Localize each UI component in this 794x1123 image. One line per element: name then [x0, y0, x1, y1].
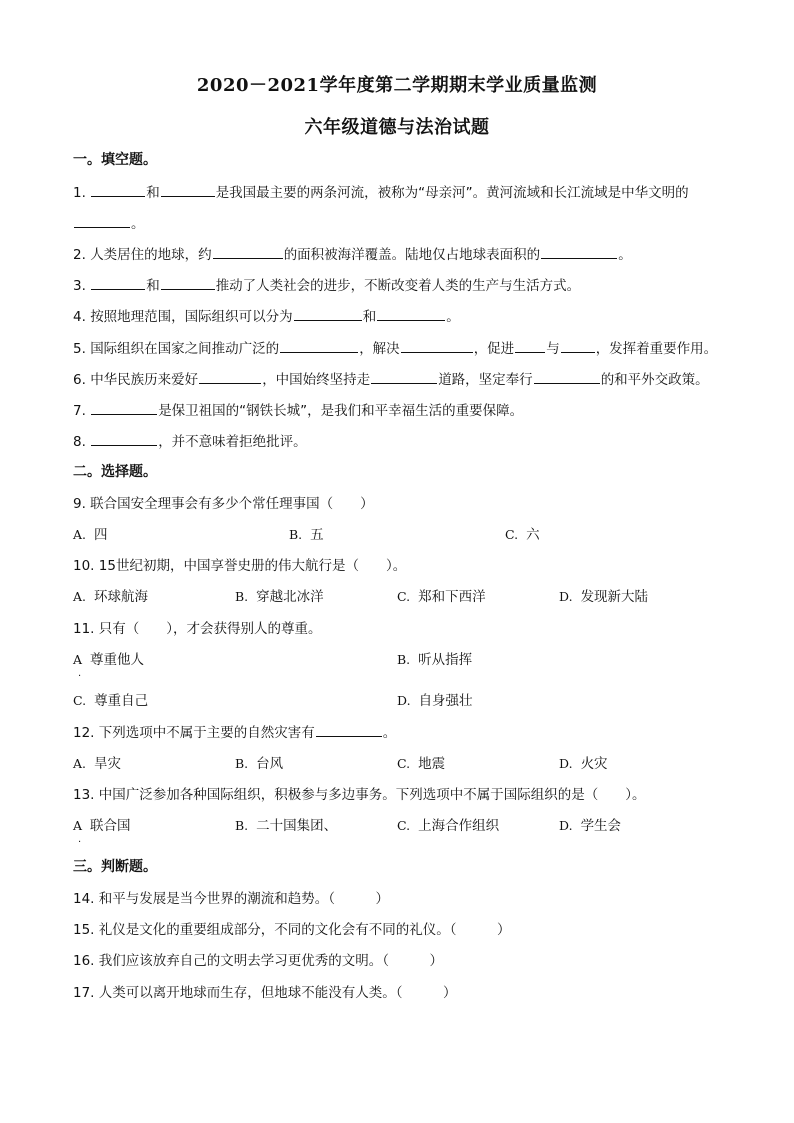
- option-key: B.: [397, 652, 411, 667]
- question-4: [73, 307, 460, 326]
- option-d[interactable]: [559, 755, 608, 773]
- exam-title: 2020－2021学年度第二学期期末学业质量监测: [196, 75, 598, 96]
- question-text: 。: [618, 247, 632, 263]
- option-a[interactable]: [73, 651, 144, 669]
- option-text: 台风: [256, 756, 284, 772]
- question-text: ，发挥着重要作用。: [595, 341, 718, 357]
- answer-blank[interactable]: [561, 339, 595, 353]
- option-d[interactable]: [397, 692, 473, 710]
- option-c[interactable]: [505, 526, 540, 544]
- exam-subtitle: 六年级道德与法治试题: [304, 117, 490, 138]
- question-14: 14. 和平与发展是当今世界的潮流和趋势。（ ）: [73, 891, 390, 907]
- option-text: 尊重他人: [90, 652, 145, 668]
- section-choice-heading: 二。选择题。: [73, 464, 157, 480]
- question-12: [73, 723, 396, 742]
- option-d[interactable]: [559, 588, 648, 606]
- answer-blank[interactable]: [91, 183, 145, 197]
- option-text: 四: [94, 527, 108, 543]
- option-a[interactable]: [73, 817, 131, 835]
- option-key: D.: [559, 589, 573, 604]
- section-fill-heading: 一。填空题。: [73, 152, 157, 168]
- answer-blank[interactable]: [515, 339, 545, 353]
- option-key: A.: [73, 756, 87, 771]
- option-text: 联合国: [90, 818, 131, 834]
- answer-blank[interactable]: [280, 339, 358, 353]
- question-text: 按照地理范围，国际组织可以分为: [90, 309, 293, 325]
- question-text: 和: [146, 278, 160, 294]
- question-13: 13. 中国广泛参加各种国际组织，积极参与多边事务。下列选项中不属于国际组织的是（ ）。: [73, 787, 646, 803]
- option-text: 尊重自己: [94, 693, 149, 709]
- option-text: 火灾: [580, 756, 608, 772]
- question-text: 推动了人类社会的进步，不断改变着人类的生产与生活方式。: [215, 278, 581, 294]
- option-text: 学生会: [580, 818, 622, 834]
- option-c[interactable]: [397, 817, 499, 835]
- question-1: [73, 183, 689, 202]
- question-number: 1.: [73, 185, 86, 201]
- question-number: 2.: [73, 247, 86, 263]
- option-b[interactable]: [235, 755, 283, 773]
- question-8: [73, 432, 307, 451]
- option-key: B.: [235, 756, 249, 771]
- question-17: 17. 人类可以离开地球而生存，但地球不能没有人类。（ ）: [73, 985, 457, 1001]
- option-text: 郑和下西洋: [418, 589, 486, 605]
- question-text: 12. 下列选项中不属于主要的自然灾害有: [73, 725, 315, 741]
- option-text: 旱灾: [94, 756, 122, 772]
- question-text: 与: [546, 341, 560, 357]
- answer-blank[interactable]: [74, 214, 130, 228]
- answer-blank[interactable]: [534, 370, 600, 384]
- option-text: 听从指挥: [418, 652, 473, 668]
- period-mark: ·: [78, 671, 82, 682]
- question-text: 。: [382, 725, 397, 741]
- option-key: C.: [505, 527, 519, 542]
- option-key: B.: [235, 818, 249, 833]
- answer-blank[interactable]: [161, 276, 215, 290]
- question-9: 9. 联合国安全理事会有多少个常任理事国（ ）: [73, 496, 374, 512]
- question-text: 是保卫祖国的“钢铁长城”，是我们和平幸福生活的重要保障。: [158, 403, 524, 419]
- question-text: ，并不意味着拒绝批评。: [158, 434, 307, 450]
- option-text: 自身强壮: [418, 693, 473, 709]
- option-b[interactable]: [235, 588, 324, 606]
- question-text: 中华民族历来爱好: [90, 372, 199, 388]
- option-b[interactable]: [289, 526, 324, 544]
- question-5: [73, 339, 717, 358]
- option-key: B.: [235, 589, 249, 604]
- option-key: C.: [397, 818, 411, 833]
- option-c[interactable]: [397, 588, 486, 606]
- option-key: B.: [289, 527, 303, 542]
- question-text: ，解决: [359, 341, 400, 357]
- option-a[interactable]: [73, 588, 148, 606]
- option-c[interactable]: [397, 755, 445, 773]
- option-key: A.: [73, 589, 87, 604]
- answer-blank[interactable]: [91, 432, 157, 446]
- option-key: A.: [73, 527, 87, 542]
- question-text: 。: [131, 216, 145, 232]
- question-text: 和: [146, 185, 160, 201]
- question-7: [73, 401, 523, 420]
- answer-blank[interactable]: [541, 245, 617, 259]
- question-text: 和: [362, 309, 377, 325]
- question-text: ，中国始终坚持走: [262, 372, 371, 388]
- answer-blank[interactable]: [91, 276, 145, 290]
- question-number: 6.: [73, 372, 86, 388]
- question-text: 是我国最主要的两条河流，被称为“母亲河”。黄河流域和长江流域是中华文明的: [215, 185, 689, 201]
- question-text: 道路，坚定奉行: [438, 372, 533, 388]
- answer-blank[interactable]: [199, 370, 261, 384]
- option-text: 五: [310, 527, 324, 543]
- question-text: 的和平外交政策。: [600, 372, 709, 388]
- question-number: 3.: [73, 278, 86, 294]
- question-number: 4.: [73, 309, 86, 325]
- question-2: [73, 245, 632, 264]
- answer-blank[interactable]: [294, 307, 362, 321]
- option-text: 二十国集团、: [256, 818, 338, 834]
- option-c[interactable]: [73, 692, 148, 710]
- option-text: 地震: [418, 756, 446, 772]
- option-key: C.: [397, 756, 411, 771]
- option-text: 上海合作组织: [418, 818, 500, 834]
- option-b[interactable]: [235, 817, 337, 835]
- option-key: D.: [559, 818, 573, 833]
- option-b[interactable]: [397, 651, 472, 669]
- question-number: 7.: [73, 403, 86, 419]
- question-3: [73, 276, 580, 295]
- answer-blank[interactable]: [377, 307, 445, 321]
- option-key: A: [73, 818, 83, 833]
- question-text: 国际组织在国家之间推动广泛的: [90, 341, 280, 357]
- question-15: 15. 礼仪是文化的重要组成部分，不同的文化会有不同的礼仪。（ ）: [73, 922, 511, 938]
- question-text: 。: [446, 309, 460, 325]
- question-text: 人类居住的地球，约: [90, 247, 212, 263]
- option-text: 穿越北冰洋: [256, 589, 324, 605]
- question-6: [73, 370, 709, 389]
- option-a[interactable]: [73, 755, 121, 773]
- option-text: 环球航海: [94, 589, 149, 605]
- option-text: 发现新大陆: [580, 589, 649, 605]
- answer-blank[interactable]: [91, 401, 157, 415]
- question-11: 11. 只有（ ），才会获得别人的尊重。: [73, 621, 322, 637]
- answer-blank[interactable]: [213, 245, 283, 259]
- section-judge-heading: 三。判断题。: [73, 859, 157, 875]
- option-key: C.: [397, 589, 411, 604]
- question-16: 16. 我们应该放弃自己的文明去学习更优秀的文明。（ ）: [73, 953, 444, 969]
- question-text: 的面积被海洋覆盖。陆地仅占地球表面积的: [283, 247, 541, 263]
- option-a[interactable]: [73, 526, 108, 544]
- period-mark: ·: [78, 837, 82, 848]
- question-text: ，促进: [473, 341, 515, 357]
- question-10: 10. 15世纪初期，中国享誉史册的伟大航行是（ ）。: [73, 558, 407, 574]
- question-1-cont: [73, 214, 145, 233]
- answer-blank[interactable]: [371, 370, 437, 384]
- option-d[interactable]: [559, 817, 621, 835]
- option-key: D.: [559, 756, 573, 771]
- question-number: 5.: [73, 341, 86, 357]
- answer-blank[interactable]: [161, 183, 215, 197]
- option-key: C.: [73, 693, 87, 708]
- question-number: 8.: [73, 434, 86, 450]
- option-key: D.: [397, 693, 411, 708]
- answer-blank[interactable]: [316, 723, 382, 737]
- option-text: 六: [526, 527, 540, 543]
- option-key: A: [73, 652, 83, 667]
- answer-blank[interactable]: [401, 339, 473, 353]
